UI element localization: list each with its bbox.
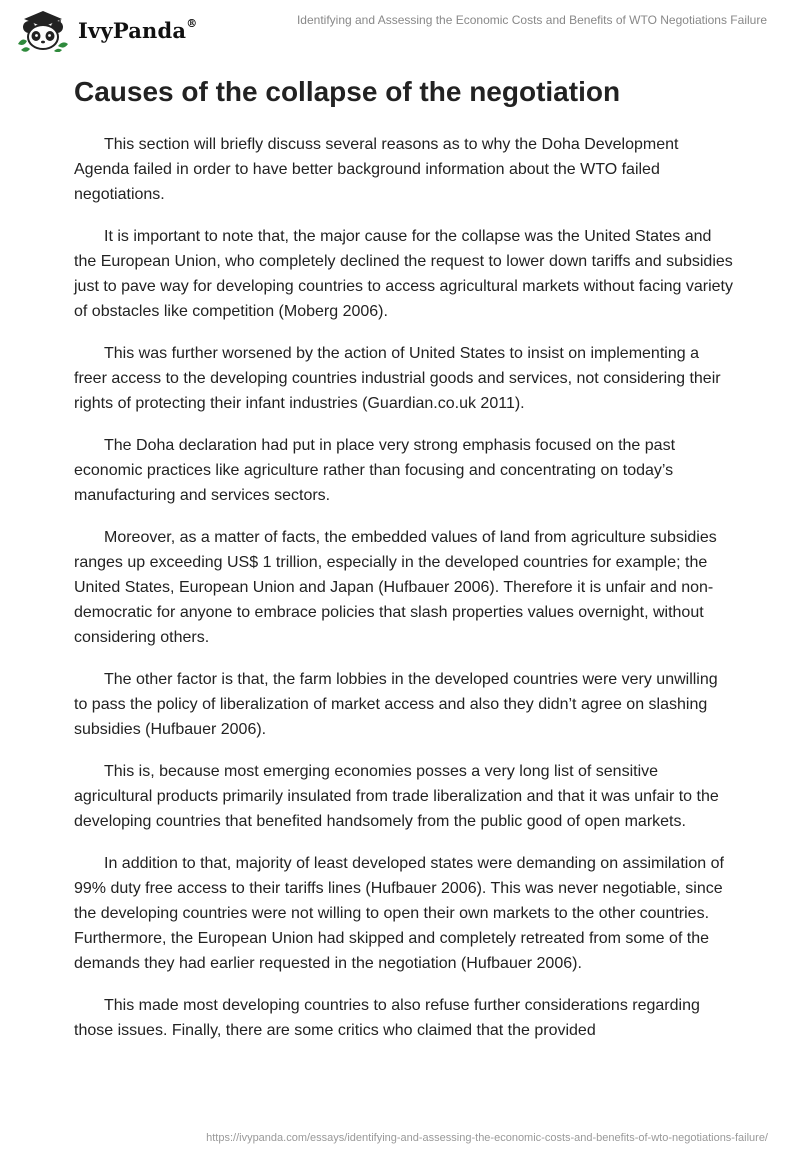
paragraph: The other factor is that, the farm lobbies in the developed countries were very unwilling to pass the policy of liberalization of market access and also they didn’t agree on slashing subsidies (Hufbauer 2006). [74,671,718,738]
paragraph: It is important to note that, the major cause for the collapse was the United States and the European Union, who completely declined the request to lower down tariffs and subsidies just to pave way for developing countries to access agricultural markets without facing variety of obstacles like competition (Moberg 2006). [74,228,733,320]
paragraph: This section will briefly discuss several reasons as to why the Doha Development Agenda failed in order to have better background information about the WTO failed negotiations. [74,136,679,203]
section-heading: Causes of the collapse of the negotiation [74,76,621,107]
paragraph: This was further worsened by the action of United States to insist on implementing a freer access to the developing countries industrial goods and services, not considering their rights of protecting their infant industries (Guardian.co.uk 2011). [74,345,721,412]
paragraph: In addition to that, majority of least developed states were demanding on assimilation of 99% duty free access to their tariffs lines (Hufbauer 2006). This was never negotiable, since the developing countries were not willing to open their own markets to the other countries. Furthermore, the European Union had skipped and completely retreated from some of the demands they had earlier requested in the negotiation (Hufbauer 2006). [74,855,724,972]
article-body [74,132,734,1060]
document-title: Identifying and Assessing the Economic Costs and Benefits of WTO Negotiations Failure [296,13,767,27]
paragraph: The Doha declaration had put in place very strong emphasis focused on the past economic practices like agriculture rather than focusing and concentrating on today’s manufacturing and services sectors. [74,437,676,504]
ivypanda-logo[interactable] [14,10,197,52]
paragraph: Moreover, as a matter of facts, the embedded values of land from agriculture subsidies ranges up exceeding US$ 1 trillion, especially in the developed countries for example; the United States, European Union and Japan (Hufbauer 2006). Therefore it is unfair and non-democratic for anyone to embrace policies that slash properties values overnight, without considering others. [74,529,717,646]
paragraph: This made most developing countries to also refuse further considerations regarding those issues. Finally, there are some critics who claimed that the provided [74,997,700,1039]
trademark-symbol: ® [186,16,198,30]
panda-graduate-icon [14,10,72,52]
page-header [0,0,800,60]
source-url[interactable]: https://ivypanda.com/essays/identifying-and-assessing-the-economic-costs-and-benefits-of-wto-negotiations-failure/ [206,1132,768,1144]
paragraph: This is, because most emerging economies posses a very long list of sensitive agricultural products primarily insulated from trade liberalization and that it was unfair to the developing countries that benefited handsomely from the public good of open markets. [74,763,719,830]
brand-name: IvyPanda® [78,16,198,43]
